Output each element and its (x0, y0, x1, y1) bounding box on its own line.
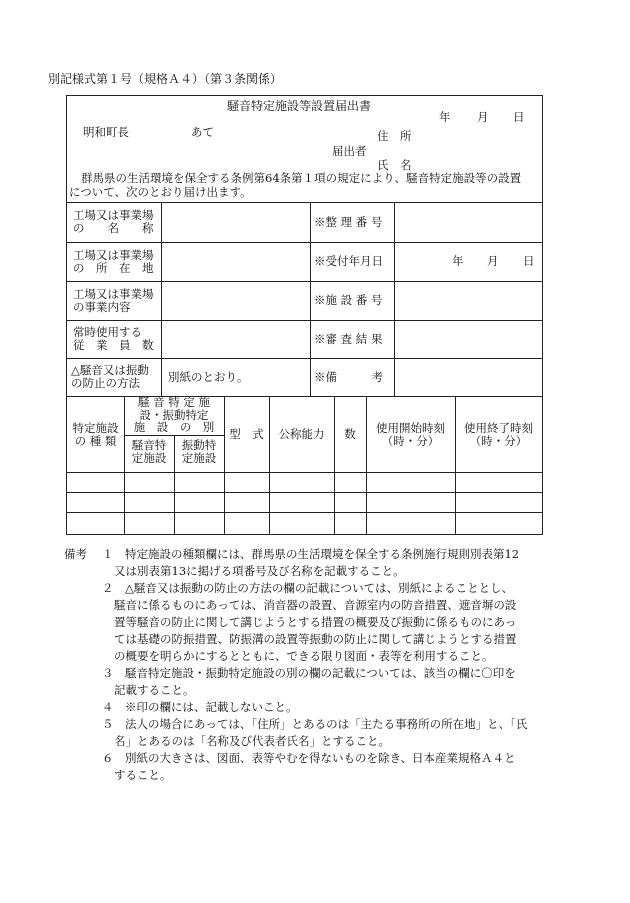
model-header: 型 式 (229, 427, 264, 441)
start-time-header: 使用開始時刻 （時・分） (376, 421, 445, 448)
facility-number-label: ※施 設 番 号 (314, 293, 383, 307)
note-line: 名」とあるのは「名称及び代表者氏名」とすること。 (114, 734, 390, 748)
end-time-header: 使用終了時刻 （時・分） (464, 421, 533, 448)
address-label: 住 所 (377, 129, 412, 143)
remarks-label: ※備 考 (314, 370, 383, 384)
note-line: 置等騒音の防止に関して講じようとする措置の概要及び振動に係るものにあっ (114, 615, 517, 629)
note-line: 騒音に係るものにあっては、消音器の設置、音源室内の防音措置、遮音塀の設 (114, 598, 517, 612)
note-line: の概要を明らかにするとともに、できる限り図面・表等を利用すること。 (114, 649, 494, 663)
received-month: 月 (487, 254, 499, 268)
received-year: 年 (452, 254, 464, 268)
note-line: 又は別表第13に掲げる項番号及び名称を記載すること。 (114, 564, 405, 578)
note-line: １ 特定施設の種類欄には、群馬県の生活環境を保全する条例施行規則別表第12 (102, 547, 520, 561)
form-label: 別記様式第１号（規格Ａ４）（第３条関係） (48, 72, 283, 86)
statement-line2: について、次のとおり届け出ます。 (69, 185, 252, 199)
form-title: 騒音特定施設等設置届出書 (227, 99, 372, 113)
note-line: ４ ※印の欄には、記載しないこと。 (102, 700, 298, 714)
notes-list (102, 546, 527, 784)
factory-business-label: 工場又は事業場 の事業内容 (73, 287, 154, 314)
note-line: ６ 別紙の大きさは、図面、表等やむを得ないものを除き、日本産業規格Ａ４と (102, 751, 516, 765)
name-label: 氏 名 (377, 158, 412, 172)
date-day: 日 (513, 110, 525, 124)
date-year: 年 (439, 110, 451, 124)
received-day: 日 (523, 254, 535, 268)
factory-name-label: 工場又は事業場 の 名 称 (73, 208, 154, 235)
factory-location-label: 工場又は事業場 の 所 在 地 (73, 248, 154, 275)
note-line: 記載すること。 (114, 683, 195, 697)
addressee: 明和町長 (83, 125, 129, 139)
admin-number-label: ※整 理 番 号 (314, 215, 383, 229)
noise-facility-header: 騒音特 定施設 (131, 438, 167, 465)
notifier-label: 届出者 (332, 144, 367, 158)
form-frame (66, 95, 543, 535)
employees-label: 常時使用する 従 業 員 数 (73, 325, 154, 352)
received-date-label: ※受付年月日 (314, 254, 383, 268)
count-header: 数 (344, 427, 356, 441)
vibration-facility-header: 振動特 定施設 (181, 438, 217, 465)
inspection-result-label: ※審 査 結 果 (314, 332, 383, 346)
ate: あて (191, 125, 214, 139)
date-month: 月 (477, 110, 489, 124)
facility-type-header: 特定施設 の 種 類 (72, 421, 119, 448)
note-line: ３ 騒音特定施設・振動特定施設の別の欄の記載については、該当の欄に〇印を (102, 666, 516, 680)
notes-heading: 備考 (64, 547, 87, 561)
facility-class-header: 騒 音 特 定 施 設・振動特定 施 設 の 別 (133, 395, 215, 434)
prevention-value: 別紙のとおり。 (168, 370, 249, 384)
note-line: ては基礎の防振措置、防振溝の設置等振動の防止に関して講じようとする措置 (114, 632, 517, 646)
capacity-header: 公称能力 (278, 427, 325, 441)
note-line: ５ 法人の場合にあっては、「住所」とあるのは「主たる事務所の所在地」と、「氏 (102, 717, 528, 731)
note-line: すること。 (114, 768, 172, 782)
prevention-label: △騒音又は振動 の防止の方法 (71, 363, 149, 390)
statement-line1: 群馬県の生活環境を保全する条例第64条第１項の規定により、騒音特定施設等の設置 (81, 171, 522, 185)
note-line: ２ △騒音又は振動の防止の方法の欄の記載については、別紙によることとし、 (102, 581, 514, 595)
